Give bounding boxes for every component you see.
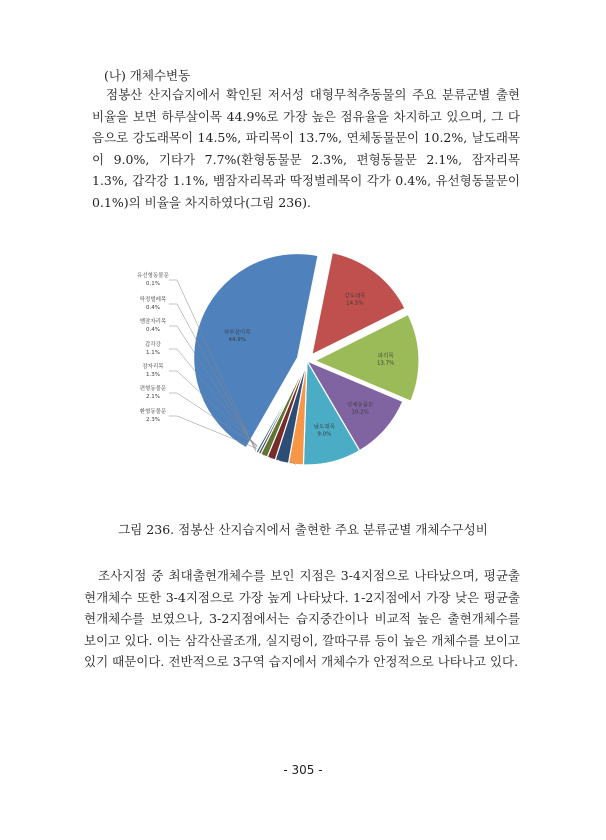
slice-percent: 0.1% — [146, 281, 160, 287]
slice-percent: 1.3% — [146, 372, 160, 378]
slice-label: 날도래목 — [313, 424, 336, 431]
page-number: - 305 - — [283, 763, 323, 777]
slice-label: 강도래목 — [344, 293, 366, 300]
slice-percent: 14.5% — [346, 300, 364, 307]
slice-percent: 44.9% — [228, 336, 246, 343]
slice-percent: 0.4% — [146, 305, 160, 311]
slice-percent: 9.0% — [317, 431, 332, 438]
slice-percent: 0.4% — [146, 327, 160, 333]
slice-label: 딱정벌레목 — [139, 297, 167, 303]
figure-caption: 그림 236. 점봉산 산지습지에서 출현한 주요 분류군별 개체수구성비 — [118, 522, 488, 537]
slice-label: 유선형동물문 — [137, 273, 169, 279]
slice-percent: 2.3% — [146, 417, 160, 423]
slice-label: 환형동물문 — [139, 409, 167, 415]
slice-percent: 2.1% — [146, 394, 160, 400]
analysis-paragraph: 조사지점 중 최대출현개체수를 보인 지점은 3-4지점으로 나타났으며, 평균출현개체수 또한 3-4지점으로 가장 높게 나타났다. 1-2지점에서 가장 낮은 평균출현개체수를 보였으나, 3-2지점에서는 습지중간이나 비교적 높은 출현개체수를 보이고 있다. 이는 삼각산골조개, 실지렁이, 깔따구류 등이 높은 개체수를 보이고 있기 때문이다. 전반적으로 3구역 습지에서 개체수가 안정적으로 나타나고 있다. — [84, 568, 520, 669]
slice-label: 하루살이목 — [223, 329, 251, 336]
section-heading: (나) 개체수변동 — [104, 68, 191, 83]
pie-chart-svg — [0, 230, 606, 530]
slice-percent: 1.1% — [146, 350, 160, 356]
pie-chart — [0, 230, 606, 530]
slice-percent: 10.2% — [351, 409, 369, 416]
slice-label: 파리목 — [377, 353, 394, 360]
slice-label: 잠자리목 — [142, 364, 164, 370]
slice-label: 뱀잠자리목 — [139, 319, 167, 325]
slice-label: 갑각강 — [145, 342, 161, 348]
intro-paragraph: 점봉산 산지습지에서 확인된 저서성 대형무척추동물의 주요 분류군별 출현비율을 보면 하루살이목 44.9%로 가장 높은 점유율을 차지하고 있으며, 그 다음으로 강도래목이 14.5%, 파리목이 13.7%, 연체동물문이 10.2%, 날도래목이 9.0%, 기타가 7.7%(환형동물문 2.3%, 편형동물문 2.1%, 잠자리목 1.3%, 갑각강 1.1%, 뱀잠자리목과 딱정벌레목이 각가 0.4%, 유선형동물문이 0.1%)의 비율을 차지하였다(그림 236). — [92, 87, 520, 210]
slice-label: 편형동물문 — [139, 386, 167, 392]
slice-percent: 13.7% — [376, 360, 395, 367]
slice-label: 연체동물문 — [346, 402, 374, 409]
